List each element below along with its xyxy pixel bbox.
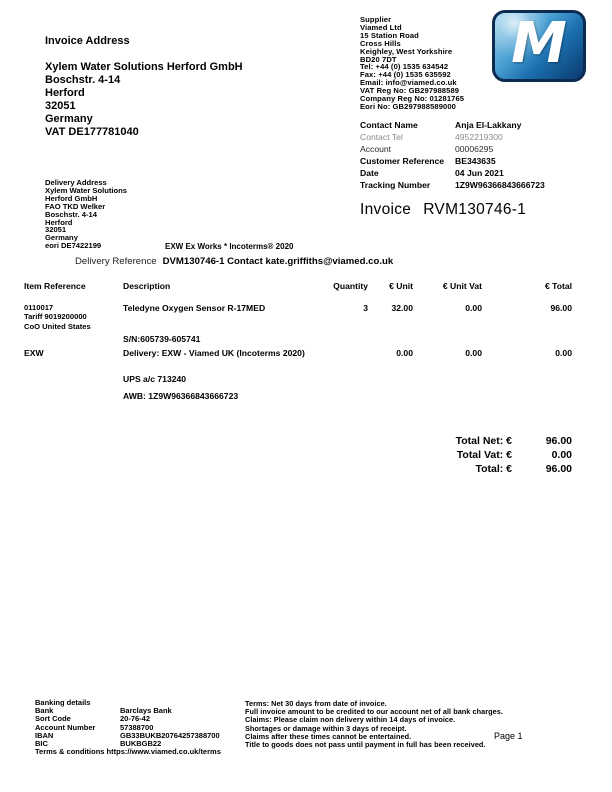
total-row xyxy=(392,462,572,476)
invoice-title xyxy=(360,201,526,219)
terms-line: Title to goods does not pass until payment in full has been received. xyxy=(245,740,486,750)
totals-block xyxy=(392,434,572,476)
total-net-value: 96.00 xyxy=(545,435,572,447)
bank-label: Bank xyxy=(35,706,54,716)
item-reference: 0110017 xyxy=(24,303,54,312)
supplier-vat-reg: VAT Reg No: GB297988589 xyxy=(360,86,460,96)
invoice-address-vat: VAT DE177781040 xyxy=(45,126,139,138)
awb-line: AWB: 1Z9W96366843666723 xyxy=(123,391,239,401)
delivery-row-unit: 0.00 xyxy=(396,348,413,358)
account-number-value: 57388700 xyxy=(120,722,154,732)
item-quantity: 3 xyxy=(363,303,368,313)
terms-line: Shortages or damage within 3 days of receipt. xyxy=(245,723,407,733)
total-vat-label: Total Vat: € xyxy=(456,449,512,461)
date-label: Date xyxy=(360,168,379,178)
logo-m-glyph: M xyxy=(511,11,567,76)
header-unit-vat: € Unit Vat xyxy=(442,281,482,291)
delivery-address-line: 32051 xyxy=(45,225,67,235)
item-unit-price: 32.00 xyxy=(391,303,413,313)
invoice-number: RVM130746-1 xyxy=(423,201,527,218)
tracking-number-label: Tracking Number xyxy=(360,180,431,190)
contact-name-value: Anja El-Lakkany xyxy=(455,120,522,130)
account-row xyxy=(360,143,588,155)
delivery-address-line: Herford xyxy=(45,217,73,227)
supplier-address-line: 15 Station Road xyxy=(360,30,419,40)
delivery-reference-label: Delivery Reference xyxy=(75,256,157,267)
iban-label: IBAN xyxy=(35,730,54,740)
delivery-address-eori: eori DE7422199 xyxy=(45,241,102,251)
delivery-address-line: Herford GmbH xyxy=(45,193,98,203)
contact-name-row xyxy=(360,119,588,131)
header-item-reference: Item Reference xyxy=(24,281,86,291)
terms-and-conditions-link: Terms & conditions https://www.viamed.co.uk/terms xyxy=(35,747,221,757)
delivery-address-line: Boschstr. 4-14 xyxy=(45,209,97,219)
delivery-address-heading: Delivery Address xyxy=(45,178,107,187)
tracking-number-value: 1Z9W96366843666723 xyxy=(455,180,545,190)
item-reference-block xyxy=(24,303,91,331)
iban-value: GB33BUKB20764257388700 xyxy=(120,730,220,740)
supplier-address-line: Cross Hills xyxy=(360,38,401,48)
total-net-row xyxy=(392,434,572,448)
delivery-address-line: FAO TKD Welker xyxy=(45,201,106,211)
viamed-logo xyxy=(492,10,586,82)
delivery-row-ref: EXW xyxy=(24,348,44,358)
total-label: Total: € xyxy=(475,463,512,475)
page-number: Page 1 xyxy=(494,731,523,741)
delivery-reference-value: DVM130746-1 Contact kate.griffiths@viamed.co.uk xyxy=(162,256,394,267)
invoice-title-word: Invoice xyxy=(360,201,412,218)
terms-line: Terms: Net 30 days from date of invoice. xyxy=(245,699,387,708)
delivery-row-total: 0.00 xyxy=(555,348,572,358)
invoice-address-line: Boschstr. 4-14 xyxy=(45,74,121,86)
bic-value: BUKBGB22 xyxy=(120,739,162,749)
supplier-address-line: Keighley, West Yorkshire xyxy=(360,46,453,56)
invoice-address-line: Xylem Water Solutions Herford GmbH xyxy=(45,61,243,73)
item-description: Teledyne Oxygen Sensor R-17MED xyxy=(123,303,266,313)
account-value: 00006295 xyxy=(455,144,494,154)
banking-details-block xyxy=(35,699,221,756)
delivery-address-block xyxy=(45,179,127,250)
invoice-address-line: 32051 xyxy=(45,100,76,112)
contact-tel-label: Contact Tel xyxy=(360,132,403,142)
account-number-label: Account Number xyxy=(35,722,96,732)
tracking-number-row xyxy=(360,179,588,191)
total-vat-value: 0.00 xyxy=(551,449,572,461)
supplier-postcode: BD20 7DT xyxy=(360,54,397,64)
ups-account-line: UPS a/c 713240 xyxy=(123,374,187,384)
total-value: 96.00 xyxy=(545,463,572,475)
contact-info-block xyxy=(360,119,588,191)
terms-block xyxy=(245,700,503,749)
header-description: Description xyxy=(123,281,171,291)
invoice-address-line: Germany xyxy=(45,113,93,125)
customer-reference-row xyxy=(360,155,588,167)
sort-code-label: Sort Code xyxy=(35,714,71,724)
terms-line: Full invoice amount to be credited to our account net of all bank charges. xyxy=(245,707,503,717)
total-net-label: Total Net: € xyxy=(455,435,512,447)
contact-name-label: Contact Name xyxy=(360,120,418,130)
delivery-row-unit-vat: 0.00 xyxy=(465,348,482,358)
bank-value: Barclays Bank xyxy=(120,706,172,716)
contact-tel-row xyxy=(360,131,588,143)
account-label: Account xyxy=(360,144,392,154)
supplier-name: Viamed Ltd xyxy=(360,22,402,32)
supplier-eori: Eori No: GB297988589000 xyxy=(360,101,457,111)
delivery-reference-line xyxy=(75,256,393,267)
invoice-address-block xyxy=(45,61,243,139)
supplier-fax: Fax: +44 (0) 1535 635592 xyxy=(360,70,451,80)
header-unit: € Unit xyxy=(389,281,413,291)
supplier-heading: Supplier xyxy=(360,15,392,24)
customer-reference-label: Customer Reference xyxy=(360,156,445,166)
item-serial-numbers: S/N:605739-605741 xyxy=(123,334,201,344)
supplier-block xyxy=(360,16,464,111)
terms-line: Claims: Please claim non delivery within 14 days of invoice. xyxy=(245,715,456,725)
incoterms-line: EXW Ex Works * Incoterms® 2020 xyxy=(165,242,294,251)
item-coo: CoO United States xyxy=(24,321,91,331)
supplier-email: Email: info@viamed.co.uk xyxy=(360,78,457,88)
invoice-address-heading: Invoice Address xyxy=(45,35,130,47)
item-tariff: Tariff 9019200000 xyxy=(24,312,87,322)
total-vat-row xyxy=(392,448,572,462)
item-total: 96.00 xyxy=(550,303,572,313)
delivery-address-line: Germany xyxy=(45,233,78,243)
header-total: € Total xyxy=(544,281,572,291)
terms-line: Claims after these times cannot be entertained. xyxy=(245,731,412,741)
bic-label: BIC xyxy=(35,739,48,749)
supplier-company-reg: Company Reg No: 01281765 xyxy=(360,94,465,104)
delivery-address-line: Xylem Water Solutions xyxy=(45,185,127,195)
date-row xyxy=(360,167,588,179)
banking-details-heading: Banking details xyxy=(35,698,91,707)
invoice-address-line: Herford xyxy=(45,87,85,99)
header-quantity: Quantity xyxy=(333,281,368,291)
date-value: 04 Jun 2021 xyxy=(455,168,504,178)
delivery-row-description: Delivery: EXW - Viamed UK (Incoterms 2020) xyxy=(123,348,305,358)
sort-code-value: 20-76-42 xyxy=(120,714,151,724)
contact-tel-value: 4952219300 xyxy=(455,132,503,142)
customer-reference-value: BE343635 xyxy=(455,156,496,166)
item-unit-vat: 0.00 xyxy=(465,303,482,313)
supplier-tel: Tel: +44 (0) 1535 634542 xyxy=(360,62,449,72)
